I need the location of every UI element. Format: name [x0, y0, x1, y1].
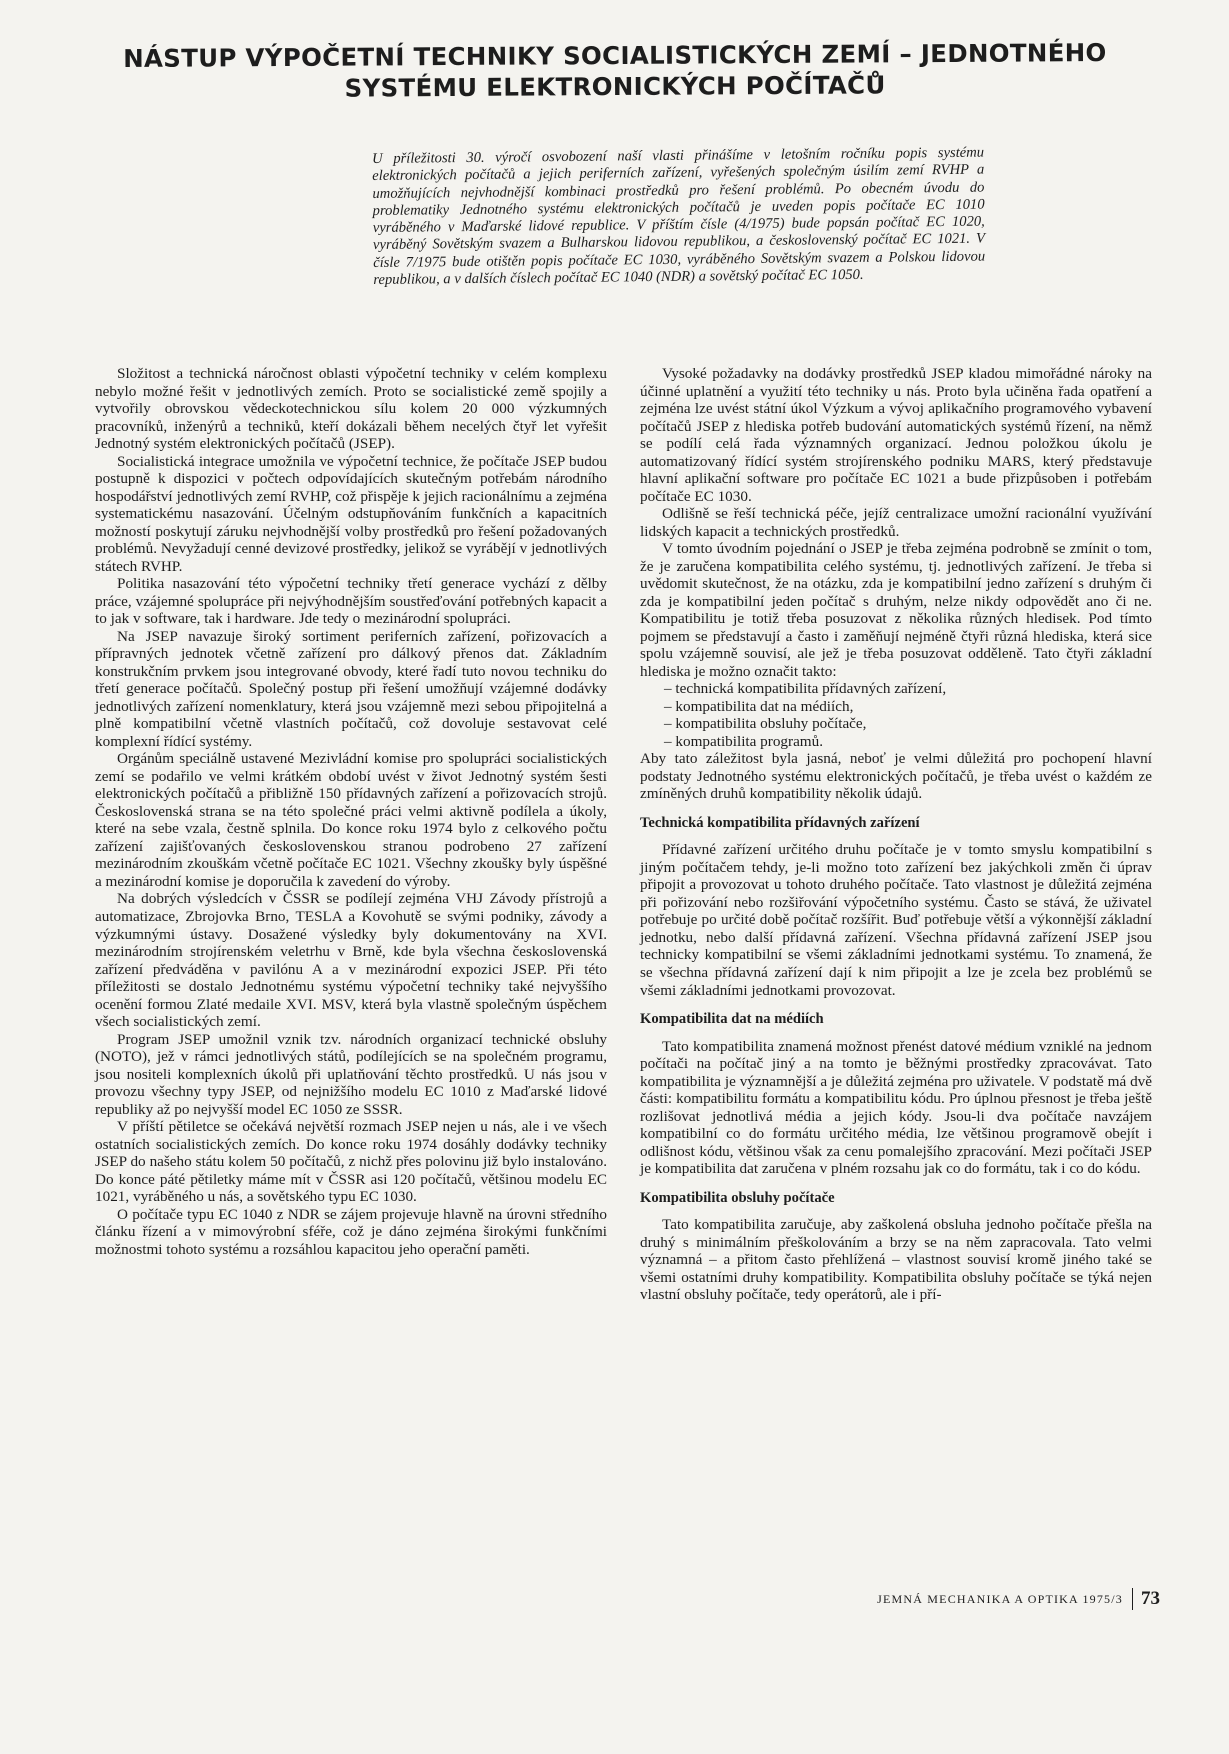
journal-name: JEMNÁ MECHANIKA A OPTIKA 1975/3: [877, 1591, 1123, 1606]
list-item: – kompatibilita programů.: [664, 733, 1152, 751]
list-item: – kompatibilita dat na médiích,: [664, 698, 1152, 716]
paragraph: Přídavné zařízení určitého druhu počítače je v tomto smyslu kompatibilní s jiným počítačem tehdy, je-li možno toto zařízení bez jakýchkoli změn či úprav připojit a provozovat u tohoto druhého počítače. Tato vlastnost je důležitá zejména při pořizování nebo rozšiřování výpočetního systému. Často se stává, že uživatel potřebuje po určité době počítač rozšířit. Buď potřebuje větší a výkonnější základní jednotku, nebo další přídavná zařízení. Všechna přídavná zařízení JSEP jsou technicky kompatibilní se všemi základními jednotkami systému. To znamená, že se všechna přídavná zařízení dají k nim připojit a lze je zcela bez problémů se všemi základními jednotkami provozovat.: [640, 841, 1152, 999]
paragraph: Na dobrých výsledcích v ČSSR se podílejí zejména VHJ Závody přístrojů a automatizace, Zbrojovka Brno, TESLA a Kovohutě se svými podniky, závody a výzkumnými ústavy. Dosažené výsledky byly dokumentovány na XVI. mezinárodním strojírenském veletrhu v Brně, kde byla všechna československá zařízení předváděna v pavilónu A a v mezinárodní expozici JSEP. Při této příležitosti se dostalo Jednotnému systému výpočetní techniky také nejvyššího ocenění formou Zlaté medaile XVI. MSV, která byla vlastně společným úspěchem všech socialistických zemí.: [95, 890, 607, 1031]
paragraph: Politika nasazování této výpočetní techniky třetí generace vychází z dělby práce, vzájemné spolupráce při nejvýhodnějším soustřeďování potřebných kapacit a to jak v software, tak i hardware. Jde tedy o mezinárodní spolupráci.: [95, 575, 607, 628]
paragraph: O počítače typu EC 1040 z NDR se zájem projevuje hlavně na úrovni středního článku řízení a v mimovýrobní sféře, což je dáno zejména širokými funkčními možnostmi tohoto systému a rozsáhlou kapacitou jeho operační paměti.: [95, 1205, 607, 1258]
paragraph: Složitost a technická náročnost oblasti výpočetní techniky v celém komplexu nebylo možné řešit v jednotlivých zemích. Proto se socialistické země spojily a vytvořily obrovskou vědeckotechnickou sílu kolem 20 000 výzkumných pracovníků, inženýrů a techniků, kteří dokázali během necelých čtyř let vyřešit Jednotný systém elektronických počítačů (JSEP).: [95, 365, 607, 453]
section-heading-technical: Technická kompatibilita přídavných zařízení: [640, 814, 920, 831]
article-title: [90, 37, 1140, 105]
page-number: 73: [1141, 1588, 1160, 1609]
section-heading-media: Kompatibilita dat na médiích: [640, 1011, 824, 1028]
paragraph: Tato kompatibilita znamená možnost přenést datové médium vzniklé na jednom počítači na počítač jiný a na tomto je běžnými prostředky zpracovávat. Tato kompatibilita je významnější a je důležitá zejména pro uživatele. V podstatě má dvě části: kompatibilitu formátu a kompatibilitu kódu. Pro úplnou přesnost je třeba ještě rozlišovat jednotlivá média a jejich kódy. Jsou-li dva počítače navzájem kompatibilní co do formátu určitého média, lze většinou programově obejít i odlišnost kódu, většinou však za cenu pomalejšího zpracování. Mezi počítači JSEP je kompatibilita dat zaručena v plném rozsahu jak co do formátu, tak i co do kódu.: [640, 1037, 1152, 1178]
footer-divider: [1132, 1588, 1133, 1610]
paragraph: V příští pětiletce se očekává největší rozmach JSEP nejen u nás, ale i ve všech ostatních socialistických zemích. Do konce roku 1974 dosáhly dodávky techniky JSEP do našeho státu kolem 50 počítačů, z nichž přes polovinu již bylo instalováno. Do konce páté pětiletky máme mít v ČSSR asi 120 počítačů, většinou modelu EC 1021, vyráběného u nás, a sovětského typu EC 1030.: [95, 1118, 607, 1206]
paragraph: Socialistická integrace umožnila ve výpočetní technice, že počítače JSEP budou postupně k dispozici v počtech odpovídajících skutečným potřebám národního hospodářství jednotlivých zemí RVHP, což přispěje k jejich racionálnímu a zejména systematickému nasazování. Účelným odstupňováním funkčních a kapacitních možností poskytují záruku nejvhodnější volby prostředků pro řešení požadovaných problémů. Nevyžadují cenné devizové prostředky, jelikož se vyrábějí v jednotlivých státech RVHP.: [95, 452, 607, 575]
paragraph: Tato kompatibilita zaručuje, aby zaškolená obsluha jednoho počítače přešla na druhý s minimálním přeškolováním a brzy se na něm zapracovala. Tato velmi významná – a přitom často přehlížená – vlastnost souvisí kromě jiného také se všemi ostatními druhy kompatibility. Kompatibilita obsluhy počítače se týká nejen vlastní obsluhy počítače, tedy operátorů, ale i pří-: [640, 1216, 1152, 1304]
left-column: [95, 365, 607, 1258]
compatibility-list: [640, 680, 1152, 750]
paragraph: Orgánům speciálně ustavené Mezivládní komise pro spolupráci socialistických zemí se podařilo ve velmi krátkém období uvést v život Jednotný systém šesti elektronických počítačů a přibližně 150 přídavných zařízení a pořizovacích strojů. Československá strana se na této společné práci velmi aktivně podílela a úkoly, které na sebe vzala, čestně splnila. Do konce roku 1974 bylo z celkového počtu zařízení zajišťovaných československou stranou podrobeno 27 zařízení mezinárodním zkouškám včetně počítače EC 1021. Všechny zkoušky byly úspěšné a mezinárodní komise je doporučila k zavedení do výroby.: [95, 750, 607, 890]
paragraph: Program JSEP umožnil vznik tzv. národních organizací technické obsluhy (NOTO), jež v rámci jednotlivých států, podílejících se na společném programu, jsou nositeli komplexních úkolů při uplatňování těchto prostředků. U nás jsou v provozu všechny typy JSEP, od nejnižšího modelu EC 1010 z Maďarské lidové republiky až po nejvyšší model EC 1050 ze SSSR.: [95, 1030, 607, 1118]
paragraph: Na JSEP navazuje široký sortiment periferních zařízení, pořizovacích a přípravných jednotek včetně zařízení pro dálkový přenos dat. Základním konstrukčním prvkem jsou integrované obvody, které řadí tuto novou techniku do třetí generace počítačů. Společný postup při řešení umožňují vzájemné dodávky jednotlivých zařízení nomenklatury, která jsou vzájemně mezi sebou připojitelná a plně kompatibilní včetně vlastních počítačů, což dovoluje sestavovat celé komplexní řídící systémy.: [95, 627, 607, 750]
paragraph: V tomto úvodním pojednání o JSEP je třeba zejména podrobně se zmínit o tom, že je zaručena kompatibilita celého systému, tj. jednotlivých zařízení. Je třeba si uvědomit skutečnost, že na otázku, zda je kompatibilní jedno zařízení s druhým či zda je kompatibilní jeden počítač s druhým, nelze nikdy odpovědět ano či ne. Kompatibilitu je totiž třeba posuzovat z několika různých hledisek. Pod tímto pojmem se představují a často i zaměňují nejméně čtyři různá hlediska, která sice spolu vzájemně souvisí, ale jež je třeba posuzovat odděleně. Tato čtyři základní hlediska je možno označit takto:: [640, 540, 1152, 680]
page-footer: [830, 1588, 1160, 1610]
list-item: – technická kompatibilita přídavných zařízení,: [664, 680, 1152, 698]
paragraph: Odlišně se řeší technická péče, jejíž centralizace umožní racionální využívání lidských kapacit a technických prostředků.: [640, 505, 1152, 540]
list-item: – kompatibilita obsluhy počítače,: [664, 715, 1152, 733]
intro-paragraph: U příležitosti 30. výročí osvobození naší vlasti přinášíme v letošním ročníku popis systému elektronických počítačů a jejich periferních zařízení, vyřešených společným úsilím zemí RVHP a umožňujících nejvhodnější kombinaci prostředků pro řešení problémů. Po obecném úvodu do problematiky Jednotného systému elektronických počítačů je uveden popis počítače EC 1010 vyráběného v Maďarské lidové republice. V příštím čísle (4/1975) bude popsán počítač EC 1020, vyráběný Sovětským svazem a Bulharskou lidovou republikou, a československý počítač EC 1021. V čísle 7/1975 bude otištěn popis počítače EC 1030, vyráběného Sovětským svazem a Polskou lidovou republikou, a v dalších číslech počítač EC 1040 (NDR) a sovětský počítač EC 1050.: [372, 144, 986, 289]
paragraph: Vysoké požadavky na dodávky prostředků JSEP kladou mimořádné nároky na účinné uplatnění a využití této techniky u nás. Proto byla učiněna řada opatření a zejména lze uvést státní úkol Výzkum a vývoj aplikačního programového vybavení počítačů JSEP z hlediska potřeb budování automatických systémů řízení, na němž se podílí celá řada významných organizací. Jednou položkou úkolu je automatizovaný řídící systém strojírenského podniku MARS, který představuje hlavní aplikační software pro počítače EC 1021 a bude přizpůsoben i potřebám počítače EC 1030.: [640, 365, 1152, 505]
title-line-2: SYSTÉMU ELEKTRONICKÝCH POČÍTAČŮ: [344, 70, 886, 103]
right-column: [640, 365, 1152, 1304]
paragraph: Aby tato záležitost byla jasná, neboť je velmi důležitá pro pochopení hlavní podstaty Jednotného systému elektronických počítačů, je třeba uvést o každém ze zmíněných druhů kompatibility několik údajů.: [640, 750, 1152, 803]
section-heading-operation: Kompatibilita obsluhy počítače: [640, 1189, 835, 1206]
title-line-1: NÁSTUP VÝPOČETNÍ TECHNIKY SOCIALISTICKÝCH ZEMÍ – JEDNOTNÉHO: [123, 37, 1107, 74]
